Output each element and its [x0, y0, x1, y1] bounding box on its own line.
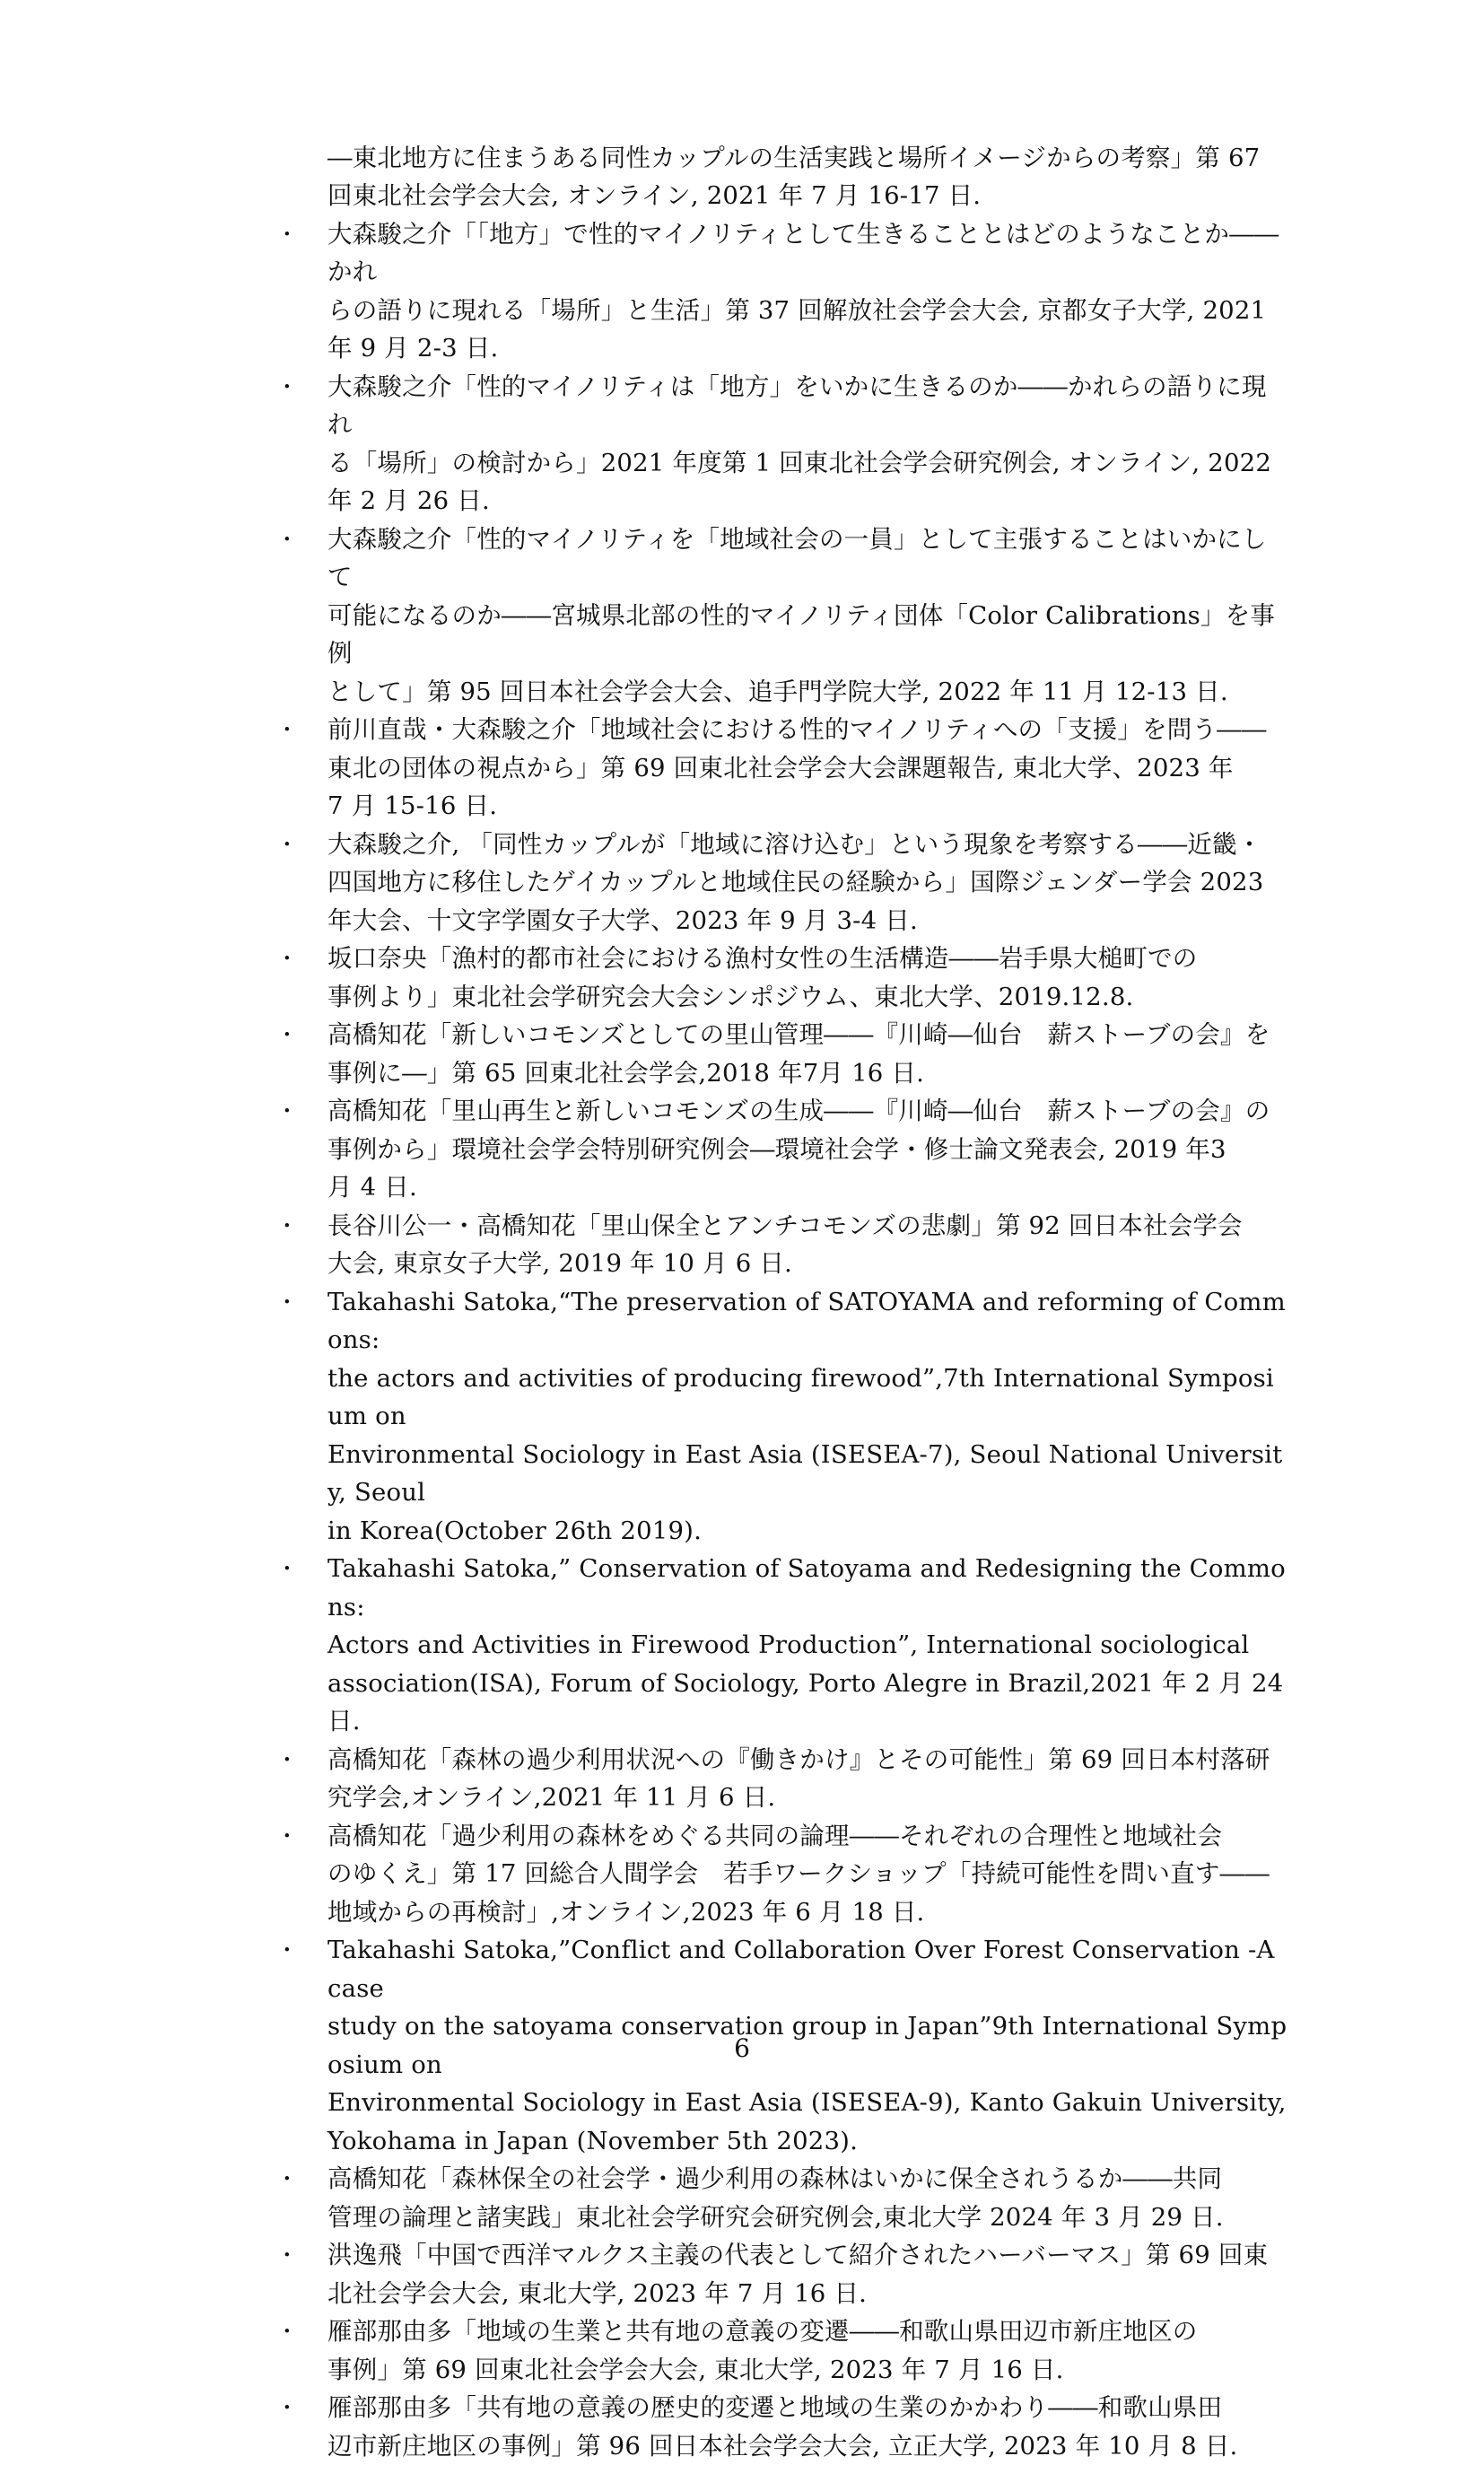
- list-item: [274, 1283, 1288, 1551]
- entry-text: 高橋知花「新しいコモンズとしての里山管理――『川崎―仙台 薪ストーブの会』を 事例に―」第 65 回東北社会学会,2018 年7月 16 日.: [327, 1020, 1270, 1088]
- list-item: [274, 2312, 1288, 2389]
- bullet-icon: ・: [275, 831, 299, 857]
- presentation-list: [274, 101, 1288, 2465]
- list-item: [274, 1016, 1288, 1092]
- bullet-icon: ・: [275, 1022, 299, 1047]
- bullet-icon: ・: [275, 1556, 299, 1581]
- bullet-icon: ・: [275, 1098, 299, 1123]
- list-item: [274, 368, 1288, 520]
- bullet-icon: ・: [275, 1937, 299, 1962]
- entry-text: 雁部那由多「地域の生業と共有地の意義の変遷――和歌山県田辺市新庄地区の 事例」第 69 回東北社会学会大会, 東北大学, 2023 年 7 月 16 日.: [327, 2317, 1198, 2384]
- entry-text: 雁部那由多「共有地の意義の歴史的変遷と地域の生業のかかわり――和歌山県田 辺市新庄地区の事例」第 96 回日本社会学会大会, 立正大学, 2023 年 10 月 8 日.: [327, 2393, 1238, 2461]
- list-item: [274, 1092, 1288, 1207]
- list-item: [274, 2236, 1288, 2312]
- bullet-icon: ・: [275, 373, 299, 399]
- bullet-icon: ・: [275, 2319, 299, 2344]
- bullet-icon: ・: [275, 1823, 299, 1849]
- bullet-icon: ・: [275, 1746, 299, 1772]
- bullet-icon: ・: [275, 1289, 299, 1315]
- bullet-icon: ・: [275, 2395, 299, 2420]
- list-item-continued: [274, 101, 1288, 215]
- entry-text: 大森駿之介「「地方」で性的マイノリティとして生きることとはどのようなことか――かれ らの語りに現れる「場所」と生活」第 37 回解放社会学会大会, 京都女子大学, 2021 年 9 月 2-3 日.: [327, 219, 1279, 363]
- bullet-icon: ・: [275, 2166, 299, 2191]
- bullet-icon: ・: [275, 526, 299, 552]
- entry-text: 洪逸飛「中国で西洋マルクス主義の代表として紹介されたハーバーマス」第 69 回東 北社会学会大会, 東北大学, 2023 年 7 月 16 日.: [327, 2241, 1269, 2308]
- list-item: [274, 2389, 1288, 2465]
- entry-text: 大森駿之介「性的マイノリティを「地域社会の一員」として主張することはいかにして 可能になるのか――宮城県北部の性的マイノリティ団体「Color Calibrations」を事例 として」第 95 回日本社会学会大会、追手門学院大学, 2022 年 11 月 12-13 日.: [327, 524, 1276, 706]
- entry-text: 大森駿之介「性的マイノリティは「地方」をいかに生きるのか――かれらの語りに現れ る「場所」の検討から」2021 年度第 1 回東北社会学会研究例会, オンライン, 2022 年 2 月 26 日.: [327, 371, 1272, 515]
- list-item: [274, 215, 1288, 368]
- entry-text: 高橋知花「森林保全の社会学・過少利用の森林はいかに保全されうるか――共同 管理の論理と諸実践」東北社会学研究会研究例会,東北大学 2024 年 3 月 29 日.: [327, 2164, 1224, 2232]
- entry-text: 長谷川公一・高橋知花「里山保全とアンチコモンズの悲劇」第 92 回日本社会学会 大会, 東京女子大学, 2019 年 10 月 6 日.: [327, 1211, 1243, 1278]
- bullet-icon: ・: [275, 221, 299, 247]
- list-item: [274, 826, 1288, 940]
- entry-text: Takahashi Satoka,”Conflict and Collaboration Over Forest Conservation -A case study on the satoyama conservation group in Japan”9th International Symposium on Environmental Sociology in East Asia (ISESEA-9), Kanto Gakuin University, Yokohama in Japan (November 5th 2023).: [327, 1936, 1288, 2155]
- entry-text: 大森駿之介, 「同性カップルが「地域に溶け込む」という現象を考察する――近畿・ 四国地方に移住したゲイカップルと地域住民の経験から」国際ジェンダー学会 2023 年大会、十文字学園女子大学、2023 年 9 月 3-4 日.: [327, 829, 1264, 935]
- entry-text: Takahashi Satoka,” Conservation of Satoyama and Redesigning the Commons: Actors and Activities in Firewood Production”, International sociological association(ISA), Forum of Sociology, Porto Alegre in Brazil,2021 年 2 月 24 日.: [327, 1554, 1286, 1735]
- list-item: [274, 1550, 1288, 1741]
- list-item: [274, 1207, 1288, 1283]
- list-item: [274, 1741, 1288, 1817]
- entry-text: 坂口奈央「漁村的都市社会における漁村女性の生活構造――岩手県大槌町での 事例より」東北社会学研究会大会シンポジウム、東北大学、2019.12.8.: [327, 944, 1198, 1011]
- list-item: [274, 520, 1288, 712]
- list-item: [274, 940, 1288, 1016]
- entry-text: 高橋知花「里山再生と新しいコモンズの生成――『川崎―仙台 薪ストーブの会』の 事例から」環境社会学会特別研究例会―環境社会学・修士論文発表会, 2019 年3 月 4 日.: [327, 1097, 1270, 1202]
- bullet-icon: ・: [275, 946, 299, 971]
- list-item: [274, 711, 1288, 826]
- bullet-icon: ・: [275, 1212, 299, 1238]
- page-number: 6: [734, 2033, 750, 2063]
- entry-text: ―東北地方に住まうある同性カップルの生活実践と場所イメージからの考察」第 67 回東北社会学会大会, オンライン, 2021 年 7 月 16-17 日.: [327, 143, 1261, 210]
- entry-text: Takahashi Satoka,“The preservation of SATOYAMA and reforming of Commons: the actors and activities of producing firewood”,7th International Symposium on Environmental Sociology in East Asia (ISESEA-7), Seoul National University, Seoul in Korea(October 26th 2019).: [327, 1287, 1286, 1545]
- entry-text: 高橋知花「森林の過少利用状況への『働きかけ』とその可能性」第 69 回日本村落研 究学会,オンライン,2021 年 11 月 6 日.: [327, 1744, 1270, 1812]
- entry-text: 前川直哉・大森駿之介「地域社会における性的マイノリティへの「支援」を問う―― 東北の団体の視点から」第 69 回東北社会学会大会課題報告, 東北大学、2023 年 7 月 15-16 日.: [327, 715, 1267, 820]
- list-item: [274, 1817, 1288, 1932]
- bullet-icon: ・: [275, 2242, 299, 2268]
- list-item: [274, 2160, 1288, 2236]
- entry-text: 高橋知花「過少利用の森林をめぐる共同の論理――それぞれの合理性と地域社会 のゆくえ」第 17 回総合人間学会 若手ワークショップ「持続可能性を問い直す―― 地域からの再検討」,オンライン,2023 年 6 月 18 日.: [327, 1821, 1270, 1927]
- bullet-icon: ・: [275, 717, 299, 742]
